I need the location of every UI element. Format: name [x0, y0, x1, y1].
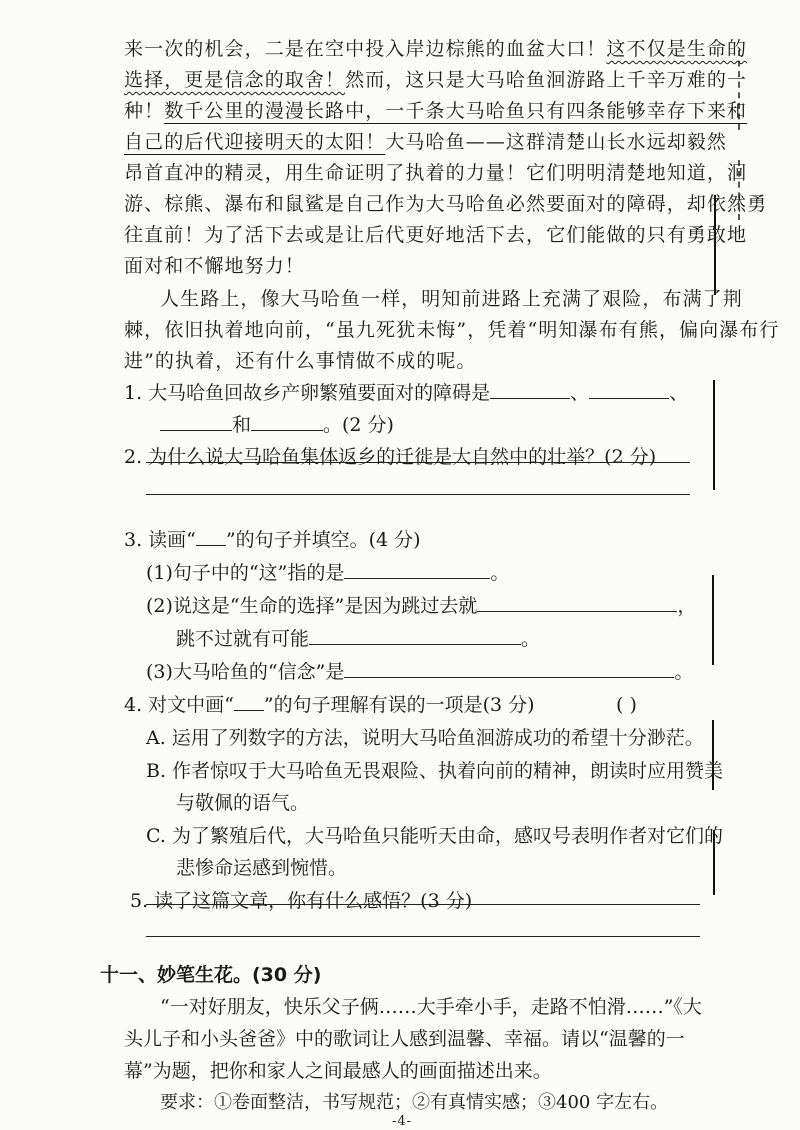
- section-11-title: 十一、妙笔生花。(30 分): [100, 964, 322, 986]
- underlined-sentence: 自己的后代迎接明天的太阳！: [124, 131, 386, 153]
- q1-answer-blank-3[interactable]: [160, 412, 232, 431]
- passage-text: 然而，这只是大马哈鱼洄游路上千辛万难的一: [345, 69, 748, 91]
- margin-mark-3: [712, 575, 714, 665]
- passage-line: 往直前！为了活下去或是让后代更好地活下去，它们能做的只有勇敢地: [124, 224, 748, 246]
- q3-2-answer-blank-1[interactable]: [477, 593, 677, 612]
- underlined-sentence: 数千公里的漫漫长路中，一千条大马哈鱼只有四条能够幸存下来和: [164, 100, 748, 122]
- passage-text: 种！: [124, 100, 165, 122]
- section-11-prompt-line: 头儿子和小头爸爸》中的歌词让人感到温馨、幸福。请以“温馨的一: [124, 1028, 685, 1050]
- question-1-text: 1. 大马哈鱼回故乡产卵繁殖要面对的障碍是: [124, 382, 491, 404]
- question-3-2b: [176, 626, 540, 652]
- section-11-requirements: 要求：①卷面整洁，书写规范；②有真情实感；③400 字左右。: [160, 1092, 669, 1113]
- q1-separator: 、: [570, 382, 590, 404]
- section-11-prompt-line: 幕”为题，把你和家人之间最感人的画面描述出来。: [124, 1060, 552, 1082]
- wavy-underlined-sentence: 这不仅是生命的: [606, 38, 748, 60]
- question-3: [124, 527, 421, 553]
- passage-line: 面对和不懈地努力！: [124, 255, 305, 277]
- page-number: -4-: [392, 1114, 413, 1129]
- passage-text: 大马哈鱼——这群清楚山长水远却毅然: [385, 131, 728, 153]
- question-4: [124, 692, 535, 718]
- underline-sample: [196, 527, 226, 546]
- q1-separator: 、: [669, 382, 689, 404]
- q4-option-b-cont: 与敬佩的语气。: [176, 792, 310, 814]
- q1-answer-blank-4[interactable]: [251, 412, 323, 431]
- q3-3-answer-blank[interactable]: [344, 659, 674, 678]
- q5-answer-line-2[interactable]: [146, 936, 700, 937]
- q3-1-answer-blank[interactable]: [344, 560, 490, 579]
- q3-2b-text: 跳不过就有可能: [176, 628, 310, 650]
- question-3-2: [146, 593, 696, 619]
- underline-sample: [234, 692, 264, 711]
- q3-2-text: (2)说这是“生命的选择”是因为跳过去就: [146, 595, 478, 617]
- q3-3-end: 。: [674, 661, 694, 683]
- question-3-text: 3. 读画“: [124, 529, 196, 551]
- q3-1-text: (1)句子中的“这”指的是: [146, 562, 345, 584]
- question-3-1: [146, 560, 509, 586]
- passage-text: 来一次的机会，二是在空中投入岸边棕熊的血盆大口！: [124, 38, 607, 60]
- passage-line: [124, 36, 747, 62]
- q3-2-end: ，: [677, 595, 697, 617]
- q5-answer-line-1[interactable]: [146, 904, 700, 905]
- question-3-3: [146, 659, 693, 685]
- question-2: 2. 为什么说大马哈鱼集体返乡的迁徙是大自然中的壮举？(2 分): [124, 446, 657, 468]
- passage-line: [124, 98, 747, 124]
- passage-line: 人生路上，像大马哈鱼一样，明知前进路上充满了艰险，布满了荆: [160, 288, 743, 310]
- passage-line: 进”的执着，还有什么事情做不成的呢。: [124, 350, 477, 372]
- q3-3-text: (3)大马哈鱼的“信念”是: [146, 661, 345, 683]
- q1-answer-blank-2[interactable]: [589, 380, 669, 399]
- q4-option-b: B. 作者惊叹于大马哈鱼无畏艰险、执着向前的精神，朗读时应用赞美: [146, 760, 724, 782]
- passage-line: [124, 129, 727, 155]
- margin-mark-2: [713, 380, 715, 490]
- q3-2b-end: 。: [521, 628, 541, 650]
- question-5: 5. 读了这篇文章，你有什么感悟？(3 分): [130, 890, 473, 912]
- q1-and: 和: [232, 414, 252, 436]
- q4-option-c-cont: 悲惨命运感到惋惜。: [176, 857, 348, 879]
- passage-line: 昂首直冲的精灵，用生命证明了执着的力量！它们明明清楚地知道，洄: [124, 162, 748, 184]
- question-1-cont: [160, 412, 394, 438]
- passage-line: 游、棕熊、瀑布和鼠鲨是自己作为大马哈鱼必然要面对的障碍，却依然勇: [124, 193, 768, 215]
- q3-2-answer-blank-2[interactable]: [309, 626, 521, 645]
- q1-answer-blank-1[interactable]: [490, 380, 570, 399]
- q4-option-a: A. 运用了列数字的方法，说明大马哈鱼洄游成功的希望十分渺茫。: [146, 727, 704, 749]
- question-4-text: 4. 对文中画“: [124, 694, 234, 716]
- q2-answer-line-1[interactable]: [146, 462, 690, 463]
- q4-answer-paren[interactable]: ( ): [616, 694, 637, 716]
- question-4-text: ”的句子理解有误的一项是(3 分): [263, 694, 535, 716]
- question-1: [124, 380, 688, 406]
- q2-answer-line-2[interactable]: [146, 494, 690, 495]
- q1-score: 。(2 分): [323, 414, 394, 436]
- wavy-underlined-sentence: 选择，更是信念的取舍！: [124, 69, 346, 91]
- q4-option-c: C. 为了繁殖后代，大马哈鱼只能听天由命，感叹号表明作者对它们的: [146, 825, 723, 847]
- section-11-prompt-line: “一对好朋友，快乐父子俩……大手牵小手，走路不怕滑……”《大: [160, 996, 702, 1018]
- q3-1-end: 。: [490, 562, 510, 584]
- question-3-text: ”的句子并填空。(4 分): [225, 529, 421, 551]
- passage-line: [124, 67, 747, 93]
- passage-line: 棘，依旧执着地向前，“虽九死犹未悔”，凭着“明知瀑布有熊，偏向瀑布行: [124, 319, 780, 341]
